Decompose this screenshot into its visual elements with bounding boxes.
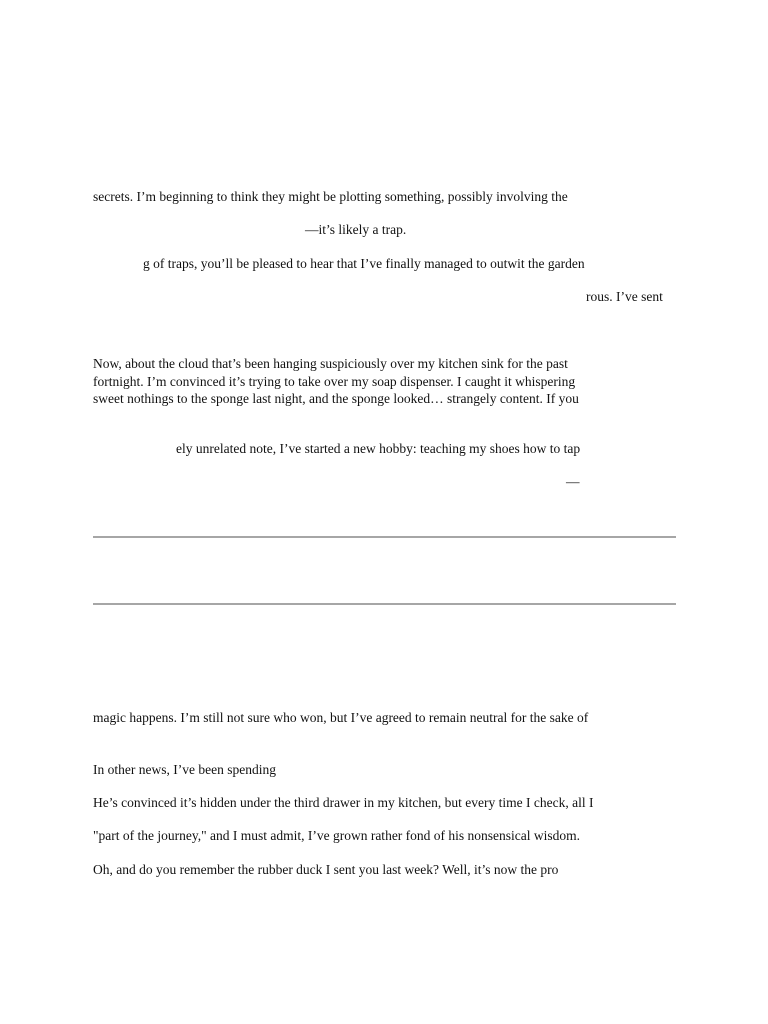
text-line: rous. I’ve sent: [586, 289, 663, 304]
text-line: sweet nothings to the sponge last night, and the sponge looked… strangely content. If you: [93, 391, 579, 406]
text-line: "part of the journey," and I must admit, I’ve grown rather fond of his nonsensical wisdom.: [93, 828, 581, 843]
horizontal-divider: [93, 536, 676, 538]
text-line: secrets. I’m beginning to think they might be plotting something, possibly involving the: [93, 189, 568, 204]
text-line: g of traps, you’ll be pleased to hear that I’ve finally managed to outwit the garden: [143, 256, 585, 271]
text-line: magic happens. I’m still not sure who won, but I’ve agreed to remain neutral for the sake of: [93, 710, 589, 725]
text-line: —: [566, 474, 580, 489]
text-line: ely unrelated note, I’ve started a new hobby: teaching my shoes how to tap: [176, 441, 581, 456]
text-line: Now, about the cloud that’s been hanging suspiciously over my kitchen sink for the past: [93, 356, 568, 371]
text-line: Oh, and do you remember the rubber duck I sent you last week? Well, it’s now the pro: [93, 862, 559, 877]
text-line: In other news, I’ve been spending: [93, 762, 276, 777]
horizontal-divider: [93, 603, 676, 605]
text-line: fortnight. I’m convinced it’s trying to take over my soap dispenser. I caught it whispering: [93, 374, 576, 389]
text-line: —it’s likely a trap.: [305, 222, 407, 237]
text-line: He’s convinced it’s hidden under the third drawer in my kitchen, but every time I check, all I: [93, 795, 594, 810]
